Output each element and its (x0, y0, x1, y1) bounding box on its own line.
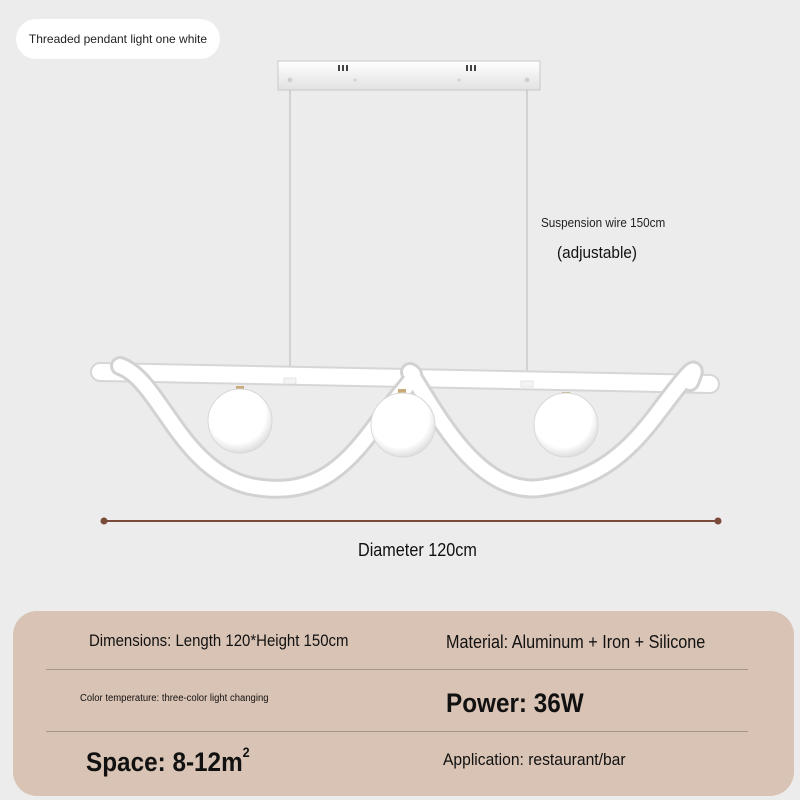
spec-divider (46, 669, 748, 670)
spec-color-temperature: Color temperature: three-color light changing (80, 693, 269, 704)
spec-panel (13, 611, 794, 796)
globe-left (208, 389, 272, 453)
diameter-dimension-line (101, 518, 722, 525)
spec-dimensions: Dimensions: Length 120*Height 150cm (89, 631, 349, 650)
ceiling-canopy (278, 61, 540, 90)
glass-globes (208, 389, 598, 457)
spec-material: Material: Aluminum + Iron + Silicone (446, 632, 706, 652)
spec-space (86, 744, 250, 778)
globe-right (534, 393, 598, 457)
globe-center (371, 393, 435, 457)
spec-space-superscript: 2 (242, 744, 250, 760)
spec-space-value: Space: 8-12m (86, 747, 243, 777)
suspension-wire-label: Suspension wire 150cm (541, 215, 666, 230)
diameter-label: Diameter 120cm (358, 540, 477, 560)
product-title: Threaded pendant light one white (28, 32, 208, 46)
spec-power: Power: 36W (446, 688, 584, 718)
suspension-wires (290, 90, 527, 384)
spec-divider (46, 731, 748, 732)
spec-application: Application: restaurant/bar (443, 750, 626, 769)
suspension-adjustable-note: (adjustable) (557, 243, 637, 262)
